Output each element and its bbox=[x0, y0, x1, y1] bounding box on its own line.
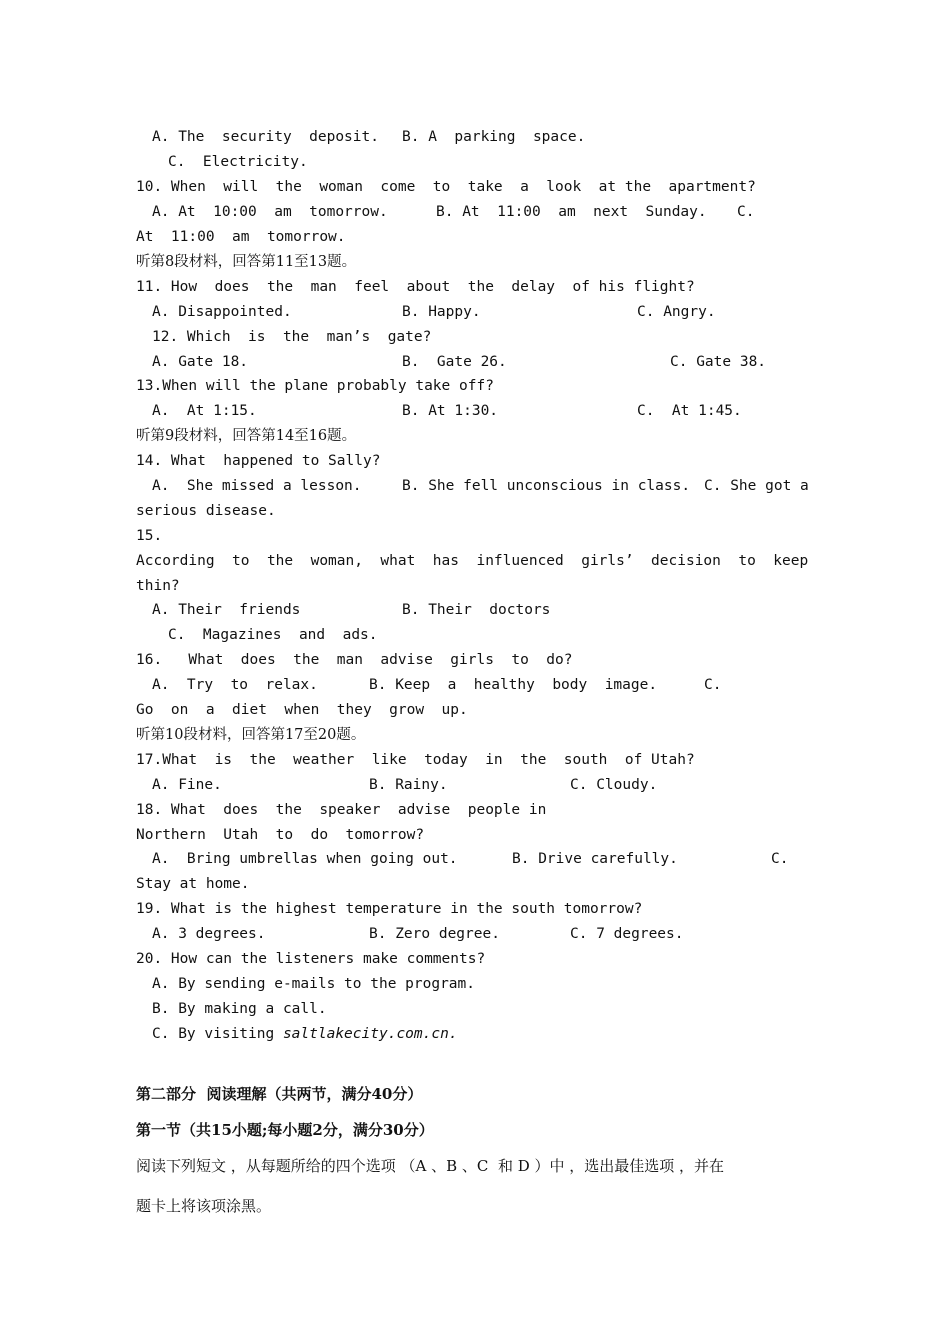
q20-option-c-url: saltlakecity.com.cn. bbox=[282, 1026, 458, 1042]
q10-option-c-label: C. bbox=[737, 204, 755, 220]
q14-stem: 14. What happened to Sally? bbox=[136, 453, 381, 469]
q13-stem: 13.When will the plane probably take off? bbox=[136, 378, 494, 394]
q11-stem: 11. How does the man feel about the delay of his flight? bbox=[136, 279, 695, 295]
q20-option-b: B. By making a call. bbox=[152, 1001, 327, 1017]
q12-stem: 12. Which is the man’s gate? bbox=[152, 329, 432, 345]
q10-option-c-text: At 11:00 am tomorrow. bbox=[136, 229, 346, 245]
q20-stem: 20. How can the listeners make comments? bbox=[136, 951, 486, 967]
section-9-instruction: 听第9段材料，回答第14至16题。 bbox=[136, 428, 357, 444]
q18-option-c-label: C. bbox=[771, 851, 789, 867]
q16-option-c-label: C. bbox=[704, 677, 722, 693]
q10-option-b: B. At 11:00 am next Sunday. bbox=[436, 204, 707, 220]
q12-option-b: B. Gate 26. bbox=[402, 354, 507, 370]
reading-instruction-line2: 题卡上将该项涂黑。 bbox=[136, 1197, 272, 1215]
q9-option-b: B. A parking space. bbox=[402, 129, 586, 145]
q17-option-c: C. Cloudy. bbox=[570, 777, 658, 793]
q17-option-b: B. Rainy. bbox=[369, 777, 448, 793]
q19-option-c: C. 7 degrees. bbox=[570, 926, 684, 942]
q17-option-a: A. Fine. bbox=[152, 777, 222, 793]
q19-option-a: A. 3 degrees. bbox=[152, 926, 266, 942]
q12-option-a: A. Gate 18. bbox=[152, 354, 249, 370]
q15-stem-line2: thin? bbox=[136, 578, 180, 594]
q10-stem: 10. When will the woman come to take a look at the apartment? bbox=[136, 179, 756, 195]
section-10-instruction: 听第10段材料，回答第17至20题。 bbox=[136, 727, 366, 743]
q18-stem-line2: Northern Utah to do tomorrow? bbox=[136, 827, 425, 843]
q16-stem: 16. What does the man advise girls to do? bbox=[136, 652, 573, 668]
reading-instruction-line1: 阅读下列短文 ，从每题所给的四个选项 （A 、B 、C 和 D ）中 ，选出最佳选项 ，并在 bbox=[136, 1157, 725, 1175]
q17-stem: 17.What is the weather like today in the south of Utah? bbox=[136, 752, 695, 768]
q16-option-b: B. Keep a healthy body image. bbox=[369, 677, 658, 693]
q11-option-a: A. Disappointed. bbox=[152, 304, 292, 320]
q16-option-c-text: Go on a diet when they grow up. bbox=[136, 702, 468, 718]
q12-option-c: C. Gate 38. bbox=[670, 354, 767, 370]
q18-option-a: A. Bring umbrellas when going out. bbox=[152, 851, 458, 867]
q15-number: 15. bbox=[136, 528, 163, 544]
section-8-instruction: 听第8段材料，回答第11至13题。 bbox=[136, 254, 357, 270]
q20-option-a: A. By sending e-mails to the program. bbox=[152, 976, 476, 992]
q19-option-b: B. Zero degree. bbox=[369, 926, 500, 942]
q9-option-a: A. The security deposit. bbox=[152, 129, 379, 145]
q9-option-c: C. Electricity. bbox=[168, 154, 308, 170]
q18-option-c-text: Stay at home. bbox=[136, 876, 250, 892]
q13-option-a: A. At 1:15. bbox=[152, 403, 257, 419]
q11-option-c: C. Angry. bbox=[637, 304, 716, 320]
q15-option-a: A. Their friends bbox=[152, 602, 301, 618]
q14-option-c-text: serious disease. bbox=[136, 503, 276, 519]
q18-stem-line1: 18. What does the speaker advise people in bbox=[136, 802, 547, 818]
q10-option-a: A. At 10:00 am tomorrow. bbox=[152, 204, 388, 220]
q19-stem: 19. What is the highest temperature in the south tomorrow? bbox=[136, 901, 643, 917]
q15-option-b: B. Their doctors bbox=[402, 602, 551, 618]
q15-option-c: C. Magazines and ads. bbox=[168, 627, 378, 643]
q14-option-b: B. She fell unconscious in class. bbox=[402, 478, 691, 494]
q16-option-a: A. Try to relax. bbox=[152, 677, 318, 693]
q18-option-b: B. Drive carefully. bbox=[512, 851, 678, 867]
part-2-heading: 第二部分 阅读理解（共两节，满分40分） bbox=[136, 1085, 423, 1103]
q14-option-a: A. She missed a lesson. bbox=[152, 478, 362, 494]
q14-option-c-label: C. She got a bbox=[704, 478, 809, 494]
q15-stem-line1: According to the woman, what has influenced girls’ decision to keep bbox=[136, 553, 809, 569]
q13-option-c: C. At 1:45. bbox=[637, 403, 742, 419]
q13-option-b: B. At 1:30. bbox=[402, 403, 499, 419]
q11-option-b: B. Happy. bbox=[402, 304, 481, 320]
q20-option-c bbox=[152, 1024, 458, 1044]
q20-option-c-prefix: C. By visiting bbox=[152, 1026, 283, 1042]
section-1-heading: 第一节（共15小题;每小题2分，满分30分） bbox=[136, 1121, 434, 1139]
